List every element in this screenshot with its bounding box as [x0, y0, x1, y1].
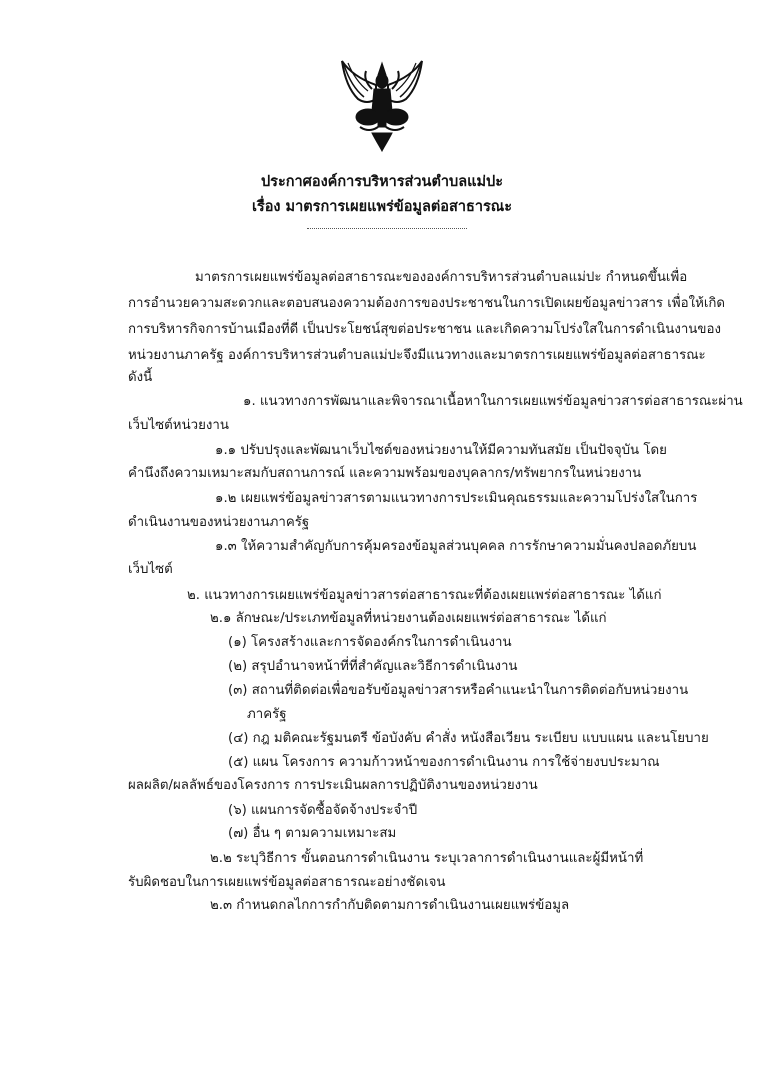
section1-heading: ๑. แนวทางการพัฒนาและพิจารณาเนื้อหาในการเผยแพร่ข้อมูลข่าวสารต่อสาธารณะผ่าน — [243, 394, 743, 409]
intro-line: มาตรการเผยแพร่ข้อมูลต่อสาธารณะขององค์การบริหารส่วนตำบลแม่ปะ กำหนดขึ้นเพื่อ — [195, 270, 688, 285]
section2-subitem: (๒) สรุปอำนาจหน้าที่ที่สำคัญและวิธีการดำเนินงาน — [228, 659, 518, 674]
section2-item1-heading: ๒.๑ ลักษณะ/ประเภทข้อมูลที่หน่วยงานต้องเผยแพร่ต่อสาธารณะ ได้แก่ — [210, 611, 607, 626]
section2-subitem: (๓) สถานที่ติดต่อเพื่อขอรับข้อมูลข่าวสารหรือคำแนะนำในการติดต่อกับหน่วยงาน — [228, 683, 689, 698]
section2-subitem: (๔) กฎ มติคณะรัฐมนตรี ข้อบังคับ คำสั่ง หนังสือเวียน ระเบียบ แบบแผน และนโยบาย — [228, 731, 709, 746]
document-subject: เรื่อง มาตรการเผยแพร่ข้อมูลต่อสาธารณะ — [251, 199, 513, 215]
section2-subitem: (๑) โครงสร้างและการจัดองค์กรในการดำเนินงาน — [228, 635, 512, 650]
section1-item: ๑.๑ ปรับปรุงและพัฒนาเว็บไซต์ของหน่วยงานให้มีความทันสมัย เป็นปัจจุบัน โดย — [215, 443, 667, 458]
section1-item: ๑.๒ เผยแพร่ข้อมูลข่าวสารตามแนวทางการประเมินคุณธรรมและความโปร่งใสในการ — [215, 491, 698, 506]
intro-line: การอำนวยความสะดวกและตอบสนองความต้องการของประชาชนในการเปิดเผยข้อมูลข่าวสาร เพื่อให้เกิด — [128, 296, 726, 311]
section1-item: ๑.๓ ให้ความสำคัญกับการคุ้มครองข้อมูลส่วนบุคคล การรักษาความมั่นคงปลอดภัยบน — [215, 539, 697, 554]
intro-line: การบริหารกิจการบ้านเมืองที่ดี เป็นประโยชน์สุขต่อประชาชน และเกิดความโปร่งใสในการดำเนินงานของ — [128, 322, 721, 337]
section2-subitem-cont: ภาครัฐ — [247, 707, 287, 722]
section2-subitem: (๗) อื่น ๆ ตามความเหมาะสม — [228, 826, 397, 841]
section2-subitem-cont: ผลผลิต/ผลลัพธ์ของโครงการ การประเมินผลการปฏิบัติงานของหน่วยงาน — [128, 778, 538, 793]
section1-heading-cont: เว็บไซต์หน่วยงาน — [128, 418, 229, 433]
section2-item2-cont: รับผิดชอบในการเผยแพร่ข้อมูลต่อสาธารณะอย่างชัดเจน — [128, 875, 446, 890]
intro-line: ดังนี้ — [128, 370, 153, 385]
section1-item-cont: เว็บไซต์ — [128, 562, 173, 577]
document-title: ประกาศองค์การบริหารส่วนตำบลแม่ปะ — [260, 174, 504, 190]
section2-subitem: (๕) แผน โครงการ ความก้าวหน้าของการดำเนินงาน การใช้จ่ายงบประมาณ — [228, 755, 660, 770]
section2-item2: ๒.๒ ระบุวิธีการ ขั้นตอนการดำเนินงาน ระบุเวลาการดำเนินงานและผู้มีหน้าที่ — [210, 851, 644, 866]
title-separator — [307, 228, 467, 229]
section1-item-cont: คำนึงถึงความเหมาะสมกับสถานการณ์ และความพร้อมของบุคลากร/ทรัพยากรในหน่วยงาน — [128, 466, 642, 481]
section2-subitem: (๖) แผนการจัดซื้อจัดจ้างประจำปี — [228, 803, 418, 818]
intro-line: หน่วยงานภาครัฐ องค์การบริหารส่วนตำบลแม่ปะจึงมีแนวทางและมาตรการเผยแพร่ข้อมูลต่อสาธารณะ — [128, 348, 706, 363]
section1-item-cont: ดำเนินงานของหน่วยงานภาครัฐ — [128, 515, 310, 530]
garuda-emblem-icon — [332, 55, 432, 155]
section2-heading: ๒. แนวทางการเผยแพร่ข้อมูลข่าวสารต่อสาธารณะที่ต้องเผยแพร่ต่อสาธารณะ ได้แก่ — [187, 588, 662, 603]
section2-item3: ๒.๓ กำหนดกลไกการกำกับติดตามการดำเนินงานเผยแพร่ข้อมูล — [210, 898, 570, 913]
